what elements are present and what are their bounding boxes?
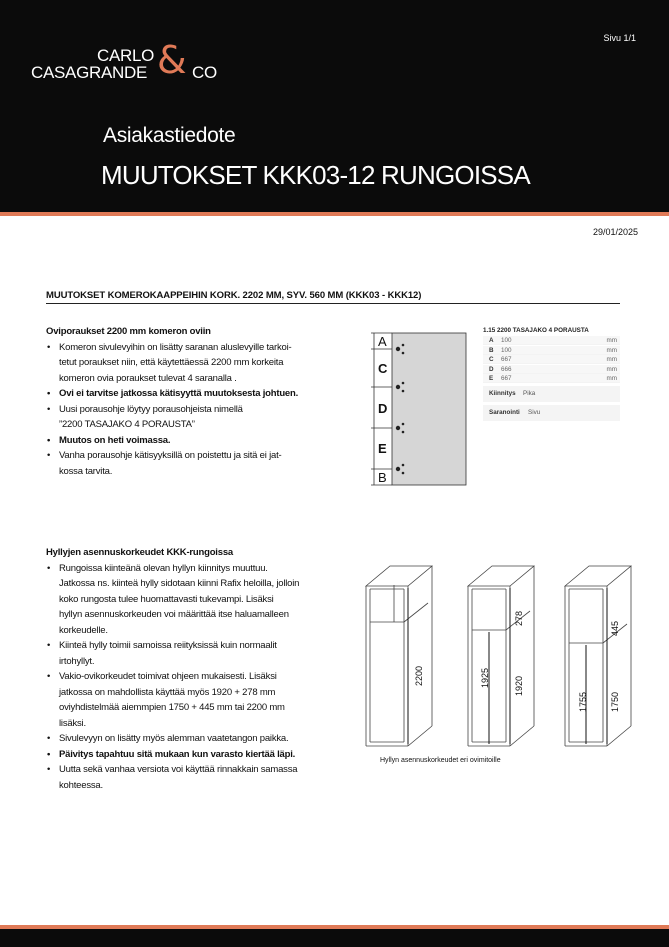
header-band (0, 0, 669, 212)
door-drilling-section (46, 324, 341, 479)
section-title: MUUTOKSET KOMEROKAAPPEIHIN KORK. 2202 MM, SYV. 560 MM (KKK03 - KKK12) (46, 290, 422, 301)
drill-label-d: D (378, 401, 388, 416)
document-title: MUUTOKSET KKK03-12 RUNGOISSA (101, 160, 530, 190)
door-panel (392, 333, 466, 485)
list-item: • Kiinteä hylly toimii samoissa reiityksissä kuin normaalit irtohyllyt. (46, 638, 341, 669)
list-item: • Ovi ei tarvitse jatkossa kätisyyttä muutoksesta johtuen. (46, 386, 341, 402)
spec-title: 1.15 2200 TASAJAKO 4 PORAUSTA (483, 327, 589, 334)
drill-label-a: A (378, 334, 387, 349)
drilling-spec-table (483, 327, 620, 421)
shelf-height-list (46, 561, 341, 794)
logo-co: CO (192, 63, 217, 82)
dimension-arrows (408, 588, 607, 744)
logo-line2: CASAGRANDE (31, 63, 148, 82)
door-drilling-list (46, 340, 341, 480)
cabinet-drawings (360, 560, 650, 756)
document-type: Asiakastiedote (103, 124, 236, 147)
door-drilling-heading: Oviporaukset 2200 mm komeron oviin (46, 326, 211, 337)
cabinet-3-top: 445 (610, 620, 620, 636)
cabinet-2-right: 1920 (514, 675, 524, 696)
logo-ampersand: & (157, 38, 187, 82)
cabinet-2 (468, 566, 534, 746)
company-logo (31, 38, 231, 86)
cabinet-3 (565, 566, 631, 746)
list-item: • Vanha porausohje kätisyyksillä on poistettu ja sitä ei jat- kossa tarvita. (46, 448, 341, 479)
section-divider (46, 303, 620, 304)
list-item: • Uutta sekä vanhaa versiota voi käyttää rinnakkain samassa kohteessa. (46, 762, 341, 793)
list-item: • Komeron sivulevyihin on lisätty saranan aluslevyille tarkoi- tetut poraukset niin, että käytettäessä 2200 mm korkeita komeron ovia poraukset tulevat 4 saranalla . (46, 340, 341, 387)
drill-labels (378, 334, 388, 485)
cabinet-3-right: 1750 (610, 691, 620, 712)
page-number: Sivu 1/1 (603, 33, 636, 43)
table-row: D 666 mm (483, 365, 620, 374)
table-row: A 100 mm (483, 336, 620, 345)
drill-label-c: C (378, 361, 388, 376)
cabinet-3-left: 1755 (578, 691, 588, 712)
cabinet-1 (366, 566, 432, 746)
logo-line1: CARLO (97, 46, 155, 65)
table-row: C 667 mm (483, 355, 620, 364)
header-accent-rule (0, 212, 669, 216)
spec-saranointi: Saranointi Sivu (483, 405, 620, 421)
shelf-height-section (46, 545, 341, 793)
cabinet-caption: Hyllyn asennuskorkeudet eri ovimitoille (380, 757, 501, 764)
document-date: 29/01/2025 (592, 227, 638, 237)
drill-label-b: B (378, 470, 387, 485)
cabinet-1-height: 2200 (414, 665, 424, 686)
spec-kiinnitys: Kiinnitys Pika (483, 386, 620, 402)
table-row: E 667 mm (483, 374, 620, 383)
list-item: • Päivitys tapahtuu sitä mukaan kun varasto kiertää läpi. (46, 747, 341, 763)
shelf-height-heading: Hyllyjen asennuskorkeudet KKK-rungoissa (46, 547, 234, 558)
drilling-diagram (368, 330, 468, 488)
dimension-labels (414, 611, 620, 712)
table-row: B 100 mm (483, 346, 620, 355)
list-item: • Vakio-ovikorkeudet toimivat ohjeen mukaisesti. Lisäksi jatkossa on mahdollista käyttää myös 1920 + 278 mm oviyhdistelmää aiemmpien 1750 + 445 mm tai 2200 mm lisäksi. (46, 669, 341, 731)
list-item: • Sivulevyyn on lisätty myös alemman vaatetangon paikka. (46, 731, 341, 747)
footer-band (0, 929, 669, 947)
list-item: • Uusi porausohje löytyy porausohjeista nimellä ”2200 TASAJAKO 4 PORAUSTA” (46, 402, 341, 433)
cabinet-2-left: 1925 (480, 667, 490, 688)
drill-label-e: E (378, 441, 387, 456)
list-item: • Rungoissa kiinteänä olevan hyllyn kiinnitys muuttuu. Jatkossa ns. kiinteä hylly sidotaan kiinni Rafix heloilla, jolloin koko rungosta tulee huomattavasti tukevampi. Lisäksi hyllyn asennuskorkeuden voi määrittää itse haluamalleen korkeudelle. (46, 561, 341, 639)
list-item: • Muutos on heti voimassa. (46, 433, 341, 449)
cabinet-2-top: 278 (514, 610, 524, 626)
